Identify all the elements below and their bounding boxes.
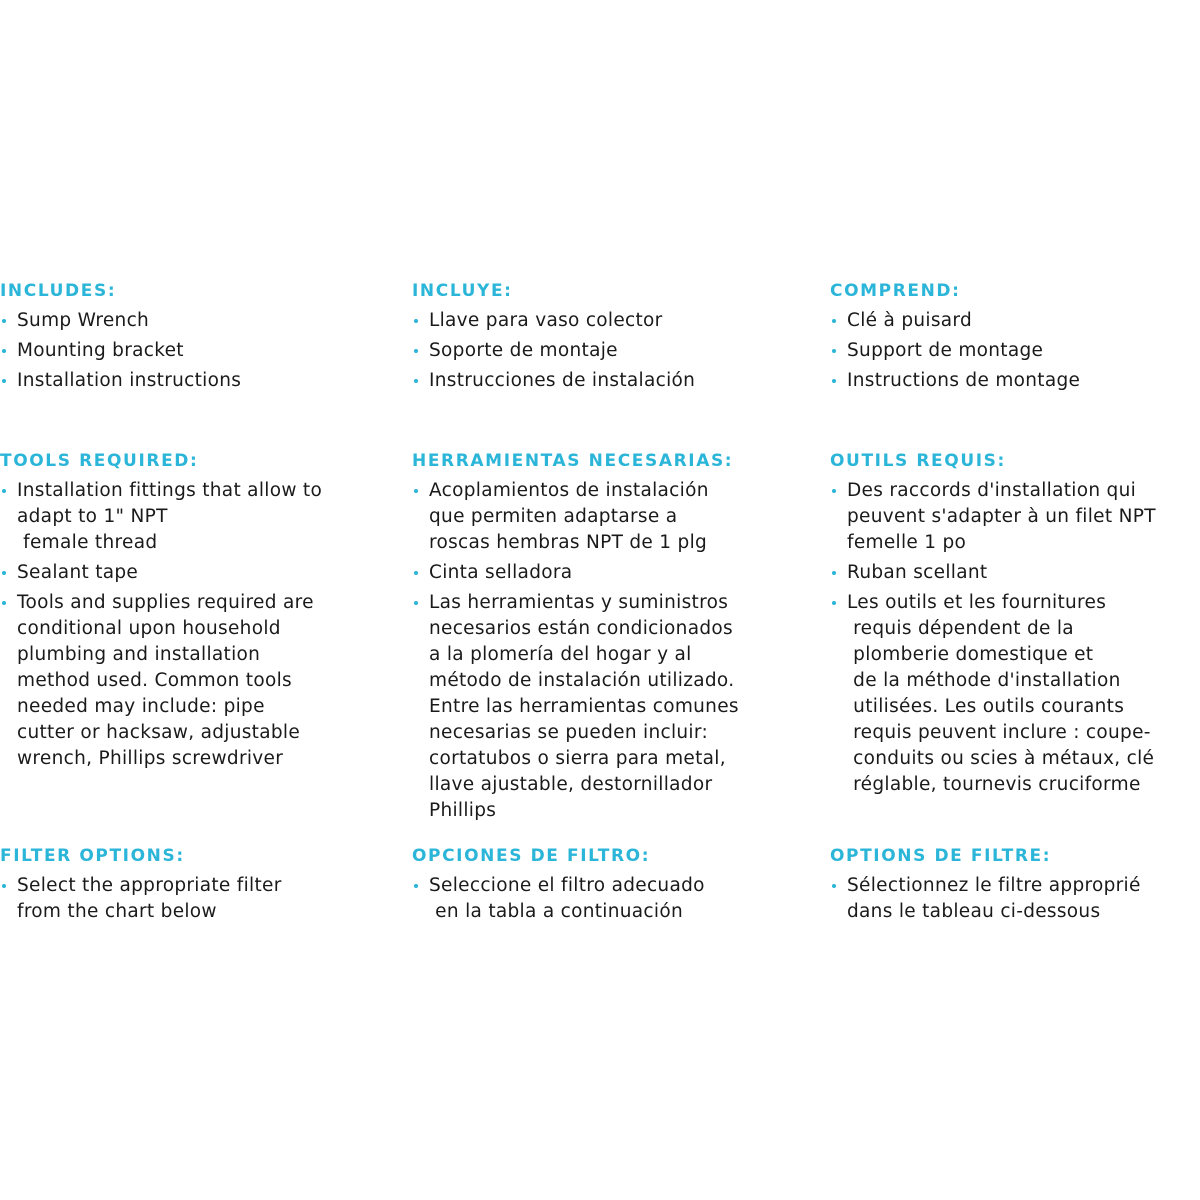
list-item bbox=[0, 590, 380, 772]
bullet-icon bbox=[832, 571, 836, 575]
includes-section bbox=[830, 278, 1200, 398]
list-item-line: cortatubos o sierra para metal, bbox=[429, 748, 726, 769]
list-item-line: Sélectionnez le filtre approprié bbox=[847, 875, 1141, 896]
list-item-line: conditional upon household bbox=[17, 618, 281, 639]
list-item-line: Instrucciones de instalación bbox=[429, 370, 696, 391]
list-item-line: cutter or hacksaw, adjustable bbox=[17, 722, 301, 743]
bullet-icon bbox=[2, 884, 6, 888]
list-item-line: dans le tableau ci-dessous bbox=[847, 901, 1101, 922]
list-item-line: Mounting bracket bbox=[17, 340, 184, 361]
list-item-line: wrench, Phillips screwdriver bbox=[17, 748, 284, 769]
list-item bbox=[0, 478, 380, 556]
includes-section bbox=[0, 278, 380, 398]
list-item bbox=[0, 560, 380, 586]
list-item-line: requis dépendent de la bbox=[847, 618, 1074, 639]
section-heading: OPTIONS DE FILTRE: bbox=[830, 846, 1052, 866]
list-item-line: from the chart below bbox=[17, 901, 217, 922]
bullet-icon bbox=[832, 349, 836, 353]
bullet-icon bbox=[2, 379, 6, 383]
bullet-icon bbox=[832, 601, 836, 605]
list-item-line: Las herramientas y suministros bbox=[429, 592, 729, 613]
list-item-line: utilisées. Les outils courants bbox=[847, 696, 1125, 717]
list-item bbox=[830, 590, 1200, 798]
list-item bbox=[830, 338, 1200, 364]
list-item-line: roscas hembras NPT de 1 plg bbox=[429, 532, 708, 553]
list-item-line: plumbing and installation bbox=[17, 644, 261, 665]
list-item bbox=[0, 338, 380, 364]
tools-required-section bbox=[0, 448, 380, 776]
bullet-icon bbox=[414, 379, 418, 383]
bullet-icon bbox=[2, 601, 6, 605]
section-heading: HERRAMIENTAS NECESARIAS: bbox=[412, 451, 734, 471]
bullet-icon bbox=[832, 884, 836, 888]
list-item bbox=[412, 560, 792, 586]
list-item bbox=[412, 478, 792, 556]
list-item-line: femelle 1 po bbox=[847, 532, 967, 553]
bullet-icon bbox=[2, 489, 6, 493]
bullet-icon bbox=[414, 319, 418, 323]
list-item-line: Sump Wrench bbox=[17, 310, 150, 331]
filter-options-section bbox=[0, 843, 380, 929]
list-item-line: adapt to 1" NPT bbox=[17, 506, 168, 527]
bullet-icon bbox=[832, 379, 836, 383]
list-item bbox=[0, 873, 380, 925]
list-item-line: Phillips bbox=[429, 800, 497, 821]
list-item-line: a la plomería del hogar y al bbox=[429, 644, 692, 665]
list-item-line: Entre las herramientas comunes bbox=[429, 696, 739, 717]
list-item bbox=[830, 873, 1200, 925]
bullet-icon bbox=[832, 489, 836, 493]
list-item-line: female thread bbox=[17, 532, 158, 553]
list-item-line: requis peuvent inclure : coupe- bbox=[847, 722, 1151, 743]
list-item-line: que permiten adaptarse a bbox=[429, 506, 678, 527]
list-item-line: de la méthode d'installation bbox=[847, 670, 1121, 691]
section-heading: INCLUDES: bbox=[0, 281, 117, 301]
bullet-icon bbox=[414, 571, 418, 575]
list-item-line: peuvent s'adapter à un filet NPT bbox=[847, 506, 1156, 527]
section-heading: COMPREND: bbox=[830, 281, 961, 301]
filter-options-section bbox=[412, 843, 792, 929]
list-item bbox=[412, 590, 792, 824]
list-item-line: llave ajustable, destornillador bbox=[429, 774, 713, 795]
bullet-icon bbox=[414, 601, 418, 605]
list-item-line: réglable, tournevis cruciforme bbox=[847, 774, 1141, 795]
list-item-line: Select the appropriate filter bbox=[17, 875, 282, 896]
list-item-line: plomberie domestique et bbox=[847, 644, 1094, 665]
section-heading: OPCIONES DE FILTRO: bbox=[412, 846, 651, 866]
list-item-line: en la tabla a continuación bbox=[429, 901, 683, 922]
list-item-line: Instructions de montage bbox=[847, 370, 1081, 391]
list-item bbox=[830, 308, 1200, 334]
list-item-line: Installation fittings that allow to bbox=[17, 480, 323, 501]
tools-required-section bbox=[830, 448, 1200, 802]
list-item-line: Les outils et les fournitures bbox=[847, 592, 1107, 613]
list-item-line: Support de montage bbox=[847, 340, 1044, 361]
section-heading: TOOLS REQUIRED: bbox=[0, 451, 199, 471]
list-item-line: Tools and supplies required are bbox=[17, 592, 314, 613]
bullet-icon bbox=[2, 349, 6, 353]
list-item bbox=[830, 560, 1200, 586]
bullet-icon bbox=[414, 884, 418, 888]
section-heading: INCLUYE: bbox=[412, 281, 513, 301]
list-item bbox=[0, 308, 380, 334]
filter-options-section bbox=[830, 843, 1200, 929]
list-item-line: Llave para vaso colector bbox=[429, 310, 663, 331]
list-item-line: método de instalación utilizado. bbox=[429, 670, 735, 691]
list-item-line: Acoplamientos de instalación bbox=[429, 480, 709, 501]
list-item bbox=[0, 368, 380, 394]
list-item-line: Clé à puisard bbox=[847, 310, 973, 331]
bullet-icon bbox=[2, 319, 6, 323]
list-item-line: conduits ou scies à métaux, clé bbox=[847, 748, 1155, 769]
list-item-line: needed may include: pipe bbox=[17, 696, 265, 717]
list-item bbox=[412, 338, 792, 364]
bullet-icon bbox=[832, 319, 836, 323]
list-item-line: Des raccords d'installation qui bbox=[847, 480, 1137, 501]
section-heading: FILTER OPTIONS: bbox=[0, 846, 185, 866]
bullet-icon bbox=[2, 571, 6, 575]
list-item bbox=[412, 368, 792, 394]
list-item-line: necesarios están condicionados bbox=[429, 618, 733, 639]
bullet-icon bbox=[414, 489, 418, 493]
section-heading: OUTILS REQUIS: bbox=[830, 451, 1006, 471]
list-item-line: Installation instructions bbox=[17, 370, 242, 391]
list-item-line: method used. Common tools bbox=[17, 670, 292, 691]
list-item-line: necesarias se pueden incluir: bbox=[429, 722, 708, 743]
list-item-line: Cinta selladora bbox=[429, 562, 573, 583]
includes-section bbox=[412, 278, 792, 398]
list-item bbox=[412, 873, 792, 925]
bullet-icon bbox=[414, 349, 418, 353]
list-item bbox=[830, 368, 1200, 394]
list-item bbox=[412, 308, 792, 334]
list-item-line: Soporte de montaje bbox=[429, 340, 618, 361]
list-item bbox=[830, 478, 1200, 556]
list-item-line: Ruban scellant bbox=[847, 562, 988, 583]
list-item-line: Sealant tape bbox=[17, 562, 139, 583]
tools-required-section bbox=[412, 448, 792, 828]
list-item-line: Seleccione el filtro adecuado bbox=[429, 875, 705, 896]
